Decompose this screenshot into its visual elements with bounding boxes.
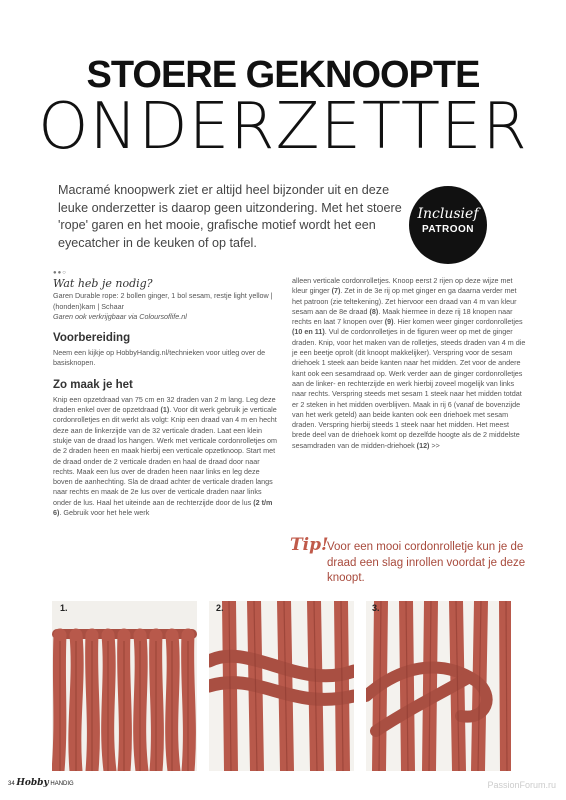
instructions-continued: alleen verticale cordonrolletjes. Knoop eerst 2 rijen op deze wijze met kleur ginger (7). Zet in de 3e rij op met ginger en ga daarna verder met het patroon (zie teltekening). Zet hiervoor een draad van 4 m van kleur sesam aan de 8e draad (8). Maak hiermee in deze rij 18 knopen naar rechts en laat 7 knopen over (9). Hier komen weer ginger cordonrolletjes (10 en 11). Vul de cordonrolletjes in de figuren weer op met de ginger draden. Knip, voor het maken van de rolletjes, steeds draden van 4 m die je een beetje oprolt (dit knoopt makkelijker). Verspring voor de sesam driehoek 1 steek aan beide kanten naar het midden. Zet voor de andere kant ook een sesamdraad op. Werk verder aan de ginger cordonrolletjes aan de linker- en rechterzijde en werk hierbij zoveel mogelijk van links naar rechts. Verspring steeds met sesam 1 steek naar het midden totdat er 2 steken in het midden overblijven. Maak in rij 6 (vanaf de bovenzijde van het werk geteld) aan beide kanten ook een driehoek met sesam draden. Verspring hierbij steeds 1 steek naar het midden. Het meest brede deel van de driehoek komt op dezelfde hoogte als de 2 middelste sesamdraden van de midden-driehoek (12) >> (292, 276, 526, 450)
badge-line-1: Inclusief (417, 206, 479, 222)
page-footer (8, 778, 74, 788)
footer-logo: Hobby (16, 778, 49, 788)
title-line-1: STOERE GEKNOOPTE (86, 54, 480, 96)
materials-note: Garen ook verkrijgbaar via Coloursoflife.nl (53, 311, 187, 321)
right-column (292, 276, 526, 451)
intro-paragraph: Macramé knoopwerk ziet er altijd heel bijzonder uit en deze leuke onderzetter is daarop geen uitzondering. Met het stoere 'rope' garen en het mooie, grafische motief wordt het een eyecatcher in de keuken of op tafel. (58, 183, 402, 250)
step-photo-1 (52, 601, 197, 771)
step-photo-3 (366, 601, 511, 771)
dots-icon: ●●○ (53, 270, 67, 276)
left-column (53, 268, 281, 518)
voorbereiding-heading: Voorbereiding (53, 332, 131, 345)
title-line-2: ONDERZETTER (38, 90, 528, 164)
photo-label-3: 3. (372, 603, 380, 613)
step-photo-2 (209, 601, 354, 771)
tip-label: Tip! (290, 535, 329, 555)
footer-logo-sub: HANDIG (50, 781, 74, 787)
tip-text: Voor een mooi cordonrolletje kun je de draad een slag inrollen voordat je deze knoopt. (327, 541, 526, 584)
zo-maak-heading: Zo maak je het (53, 378, 133, 391)
watermark: PassionForum.ru (487, 780, 556, 790)
photo-label-1: 1. (60, 603, 68, 613)
materials-list: Garen Durable rope: 2 bollen ginger, 1 bol sesam, restje light yellow | (honden)kam | Schaar (53, 291, 273, 311)
photo-label-2: 2. (216, 603, 224, 613)
page-number: 34 (8, 781, 15, 787)
badge-line-2: PATROON (421, 224, 474, 235)
voorbereiding-text: Neem een kijkje op HobbyHandig.nl/technieken voor uitleg over de basisknopen. (53, 348, 266, 368)
zo-maak-text: Knip een opzetdraad van 75 cm en 32 draden van 2 m lang. Leg deze draden enkel over de opzetdraad (1). Voor dit werk gebruik je verticale cordonrolletjes en dit werkt als volgt: Knip een draad van 4 m en hecht deze aan de linkerzijde van de 32 verticale draden. Laat een klein stukje van de draad los hangen. Werk met verticale cordonrolletjes om de 2 draden heen en maak hierbij een verticale opzetknoop. Start met de draad onder de 2 verticale draden en haal de draad door naar rechts. Maak een lus over de draden heen naar links en leg deze boven de aanhechting. Sla de draad achter de verticale draden langs naar rechts en maak de 2e lus over de verticale draden naar links onder de lus. Haal het uiteinde aan de rechterzijde door de lus (2 t/m 6). Gebruik voor het hele werk (53, 394, 277, 518)
inclusief-patroon-badge (409, 186, 487, 264)
materials-heading: Wat heb je nodig? (53, 277, 153, 291)
